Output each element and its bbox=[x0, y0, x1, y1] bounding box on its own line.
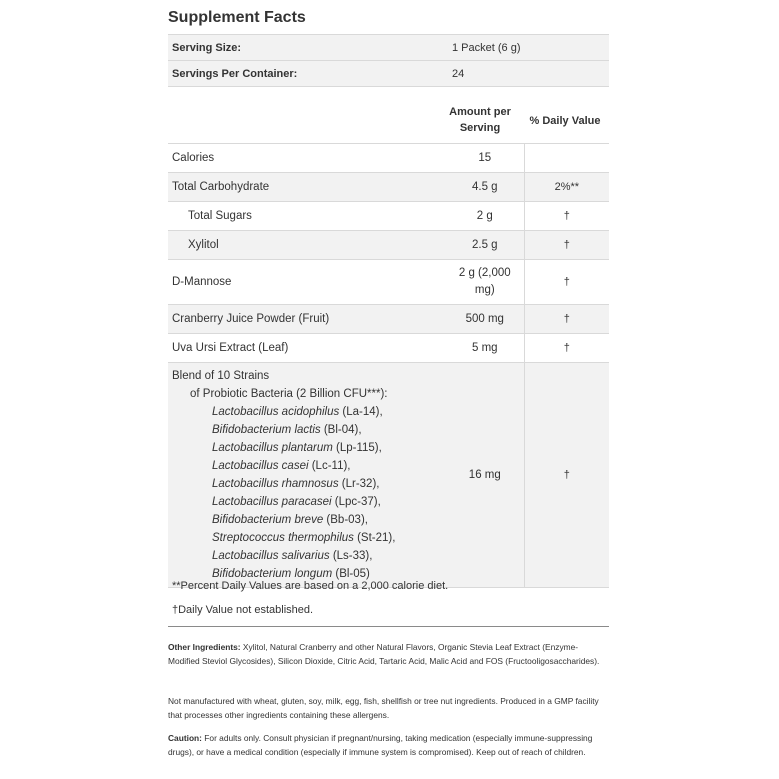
strain-species: Bifidobacterium longum bbox=[212, 568, 333, 580]
strain-code: (Lpc-37), bbox=[331, 496, 381, 508]
nutrient-amount: 5 mg bbox=[446, 334, 524, 363]
strain-code: (Ls-33), bbox=[329, 550, 373, 562]
nutrient-row-total-carbohydrate bbox=[168, 173, 609, 202]
nutrient-row-calories bbox=[168, 144, 609, 173]
serving-size-row bbox=[168, 35, 609, 61]
nutrient-name: Calories bbox=[168, 144, 446, 173]
strain-code: (Bb-03), bbox=[323, 514, 368, 526]
nutrient-amount: 16 mg bbox=[446, 363, 524, 588]
nutrient-dv: † bbox=[524, 231, 609, 260]
nutrient-table bbox=[168, 143, 609, 588]
nutrient-row-cranberry bbox=[168, 305, 609, 334]
daily-value-header: % Daily Value bbox=[529, 115, 601, 127]
nutrient-dv: † bbox=[524, 260, 609, 305]
nutrient-dv: 2%** bbox=[524, 173, 609, 202]
strain-species: Lactobacillus acidophilus bbox=[212, 406, 340, 418]
blend-line2: of Probiotic Bacteria (2 Billion CFU***): bbox=[190, 388, 388, 400]
serving-size-value: 1 Packet (6 g) bbox=[448, 35, 609, 61]
strain-item bbox=[172, 475, 445, 493]
nutrient-name: Total Sugars bbox=[168, 202, 446, 231]
strain-item bbox=[172, 493, 445, 511]
strain-code: (Lp-115), bbox=[332, 442, 382, 454]
strain-species: Bifidobacterium breve bbox=[212, 514, 324, 526]
servings-per-container-row bbox=[168, 61, 609, 87]
strain-code: (Lc-11), bbox=[308, 460, 351, 472]
nutrient-row-xylitol bbox=[168, 231, 609, 260]
nutrient-amount: 4.5 g bbox=[446, 173, 524, 202]
section-divider bbox=[168, 626, 609, 627]
serving-size-label: Serving Size: bbox=[168, 35, 448, 61]
blend-description bbox=[168, 363, 446, 588]
nutrient-dv: † bbox=[524, 334, 609, 363]
nutrient-amount-line1: 2 g (2,000 bbox=[458, 267, 511, 279]
strain-item bbox=[172, 403, 445, 421]
nutrient-dv: † bbox=[524, 363, 609, 588]
strain-species: Lactobacillus casei bbox=[212, 460, 309, 472]
strain-item bbox=[172, 529, 445, 547]
strain-species: Lactobacillus paracasei bbox=[212, 496, 332, 508]
servings-per-container-value: 24 bbox=[448, 61, 609, 87]
daily-value-not-established-note: †Daily Value not established. bbox=[172, 604, 314, 616]
strain-code: (La-14), bbox=[339, 406, 383, 418]
panel-title: Supplement Facts bbox=[168, 9, 306, 26]
nutrient-dv: † bbox=[524, 305, 609, 334]
allergen-statement: Not manufactured with wheat, gluten, soy, milk, egg, fish, shellfish or tree nut ingredients. Produced in a GMP facility that processes other ingredients containing these allergens. bbox=[168, 696, 599, 720]
servings-per-container-label: Servings Per Container: bbox=[168, 61, 448, 87]
strain-item bbox=[172, 457, 445, 475]
other-ingredients-text: Xylitol, Natural Cranberry and other Natural Flavors, Organic Stevia Leaf Extract (Enzyme-Modified Steviol Glycosides), Silicon Dioxide, Citric Acid, Tartaric Acid, Malic Acid and FOS (Fructooligosaccharides). bbox=[168, 642, 600, 666]
nutrient-amount: 2 g bbox=[446, 202, 524, 231]
other-ingredients bbox=[168, 641, 609, 668]
nutrient-name: Cranberry Juice Powder (Fruit) bbox=[168, 305, 446, 334]
strain-code: (Bl-05) bbox=[332, 568, 370, 580]
nutrient-row-uva-ursi bbox=[168, 334, 609, 363]
nutrient-dv bbox=[524, 144, 609, 173]
nutrient-name: Xylitol bbox=[168, 231, 446, 260]
nutrient-name: D-Mannose bbox=[168, 260, 446, 305]
strain-species: Lactobacillus salivarius bbox=[212, 550, 330, 562]
strain-item bbox=[172, 547, 445, 565]
amount-per-serving-header bbox=[440, 104, 520, 136]
nutrient-row-d-mannose bbox=[168, 260, 609, 305]
strain-species: Lactobacillus rhamnosus bbox=[212, 478, 339, 490]
strain-code: (St-21), bbox=[353, 532, 396, 544]
caution-label: Caution: bbox=[168, 733, 202, 743]
caution-text: For adults only. Consult physician if pregnant/nursing, taking medication (especially immune-suppressing drugs), or have a medical condition (especially if immune system is compromised). Keep out of reach of children. bbox=[168, 733, 593, 757]
strain-code: (Lr-32), bbox=[338, 478, 380, 490]
nutrient-dv: † bbox=[524, 202, 609, 231]
percent-daily-value-note: **Percent Daily Values are based on a 2,000 calorie diet. bbox=[172, 580, 449, 592]
strain-item bbox=[172, 511, 445, 529]
nutrient-amount: 500 mg bbox=[446, 305, 524, 334]
amount-header-line2: Serving bbox=[459, 122, 501, 134]
other-ingredients-label: Other Ingredients: bbox=[168, 642, 241, 652]
strain-code: (Bl-04), bbox=[320, 424, 362, 436]
strain-item bbox=[172, 421, 445, 439]
strain-item bbox=[172, 439, 445, 457]
nutrient-name: Uva Ursi Extract (Leaf) bbox=[168, 334, 446, 363]
strain-species: Streptococcus thermophilus bbox=[212, 532, 354, 544]
nutrient-amount: 2.5 g bbox=[446, 231, 524, 260]
nutrient-row-probiotic-blend bbox=[168, 363, 609, 588]
nutrient-amount bbox=[446, 260, 524, 305]
nutrient-name: Total Carbohydrate bbox=[168, 173, 446, 202]
serving-info-table bbox=[168, 34, 609, 87]
nutrient-row-total-sugars bbox=[168, 202, 609, 231]
caution-statement bbox=[168, 732, 609, 759]
strain-species: Lactobacillus plantarum bbox=[212, 442, 333, 454]
amount-header-line1: Amount per bbox=[449, 106, 511, 118]
nutrient-amount: 15 bbox=[446, 144, 524, 173]
strain-species: Bifidobacterium lactis bbox=[212, 424, 321, 436]
nutrient-amount-line2: mg) bbox=[474, 284, 495, 296]
blend-line1: Blend of 10 Strains bbox=[172, 370, 270, 382]
